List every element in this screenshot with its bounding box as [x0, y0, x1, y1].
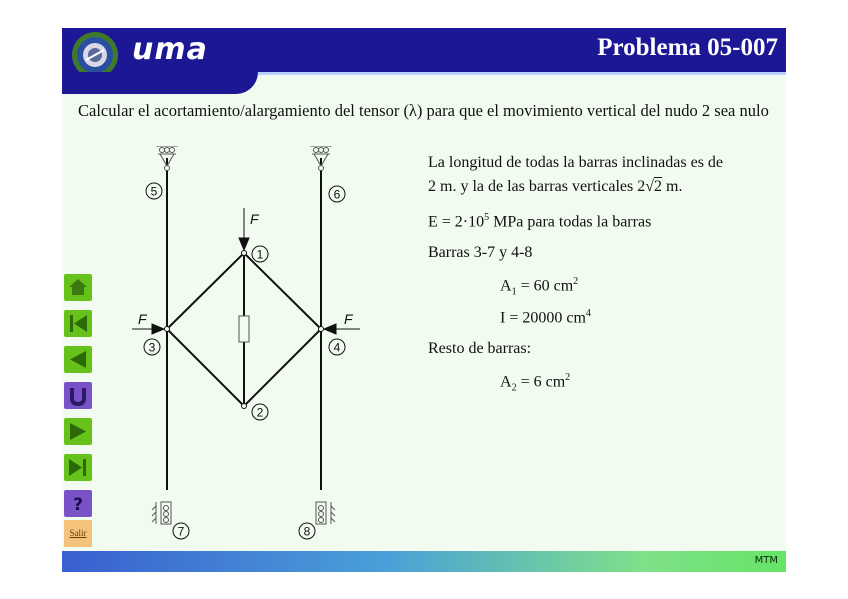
- last-page-icon: [64, 454, 92, 481]
- node-label-1: 1: [256, 247, 264, 262]
- force-arrow-top: [239, 208, 249, 250]
- a1-value: = 60 cm: [516, 277, 574, 295]
- a1-exponent: 2: [573, 276, 579, 287]
- bar-4-2: [244, 329, 321, 406]
- bar-label-6: 6: [333, 187, 341, 202]
- a2-subscript: 2: [511, 382, 517, 394]
- length-line-2-unit: m.: [662, 178, 683, 195]
- help-icon: [64, 490, 92, 517]
- a2-exponent: 2: [565, 372, 571, 383]
- header-underline: [258, 72, 786, 75]
- header-tab: [62, 72, 258, 94]
- e-exponent: 5: [484, 212, 490, 223]
- force-label-top: F: [250, 211, 259, 227]
- first-page-button[interactable]: [64, 310, 92, 337]
- back-return-icon: [64, 382, 92, 409]
- problem-statement: Calcular el acortamiento/alargamiento del tensor (λ) para que el movimiento vertical del nudo 2 sea nulo: [78, 101, 769, 120]
- svg-text:?: ?: [73, 495, 83, 515]
- force-label-right: F: [344, 311, 353, 327]
- return-button[interactable]: [64, 382, 92, 409]
- node-label-3: 3: [148, 340, 156, 355]
- sqrt-radicand: 2: [654, 178, 663, 195]
- node-label-4: 4: [333, 340, 341, 355]
- a2-symbol: A: [500, 373, 512, 391]
- brand-name: uma: [132, 32, 208, 67]
- bar-1-4: [244, 253, 321, 329]
- e-prefix: E = 2·10: [428, 213, 485, 231]
- area-a1: [500, 276, 578, 298]
- footer-label: MTM: [754, 555, 778, 566]
- i-value: I = 20000 cm: [500, 309, 586, 327]
- page-title: Problema 05-007: [597, 34, 778, 61]
- node-label-2: 2: [256, 405, 264, 420]
- home-icon: [64, 274, 92, 301]
- next-page-button[interactable]: [64, 418, 92, 445]
- truss-diagram: [132, 146, 432, 546]
- bar-label-5: 5: [150, 184, 158, 199]
- rest-bars-heading: Resto de barras:: [428, 340, 532, 357]
- e-suffix: MPa para todas la barras: [489, 213, 652, 231]
- a1-subscript: 1: [511, 286, 517, 298]
- bottom-support-right: [316, 502, 335, 524]
- previous-page-icon: [64, 346, 92, 373]
- exit-button[interactable]: Salir: [64, 520, 92, 547]
- a1-symbol: A: [500, 277, 512, 295]
- length-line-1: La longitud de todas la barras inclinadas es de: [428, 154, 724, 171]
- bars-3-7-4-8-heading: Barras 3-7 y 4-8: [428, 244, 533, 261]
- help-button[interactable]: [64, 490, 92, 517]
- footer-bar: [62, 551, 786, 572]
- last-page-button[interactable]: [64, 454, 92, 481]
- length-line-2-text: 2 m. y la de las barras verticales 2: [428, 178, 646, 195]
- force-arrow-left: [132, 324, 164, 334]
- previous-page-button[interactable]: [64, 346, 92, 373]
- length-line-2: [428, 178, 682, 196]
- area-a2: [500, 372, 570, 394]
- i-exponent: 4: [585, 308, 591, 319]
- elastic-modulus: [428, 212, 651, 231]
- inertia-i: [500, 308, 591, 327]
- home-button[interactable]: [64, 274, 92, 301]
- force-label-left: F: [138, 311, 147, 327]
- bar-2-3: [167, 329, 244, 406]
- bar-3-1: [167, 253, 244, 329]
- force-arrow-right: [324, 324, 360, 334]
- next-page-icon: [64, 418, 92, 445]
- header-bar: [62, 28, 786, 72]
- bar-label-7: 7: [177, 524, 185, 539]
- first-page-icon: [64, 310, 92, 337]
- slide: [62, 28, 786, 572]
- a2-value: = 6 cm: [516, 373, 566, 391]
- bar-label-8: 8: [303, 524, 311, 539]
- sqrt-symbol: √: [645, 178, 655, 195]
- bottom-support-left: [152, 502, 171, 524]
- tensor-element: [239, 316, 249, 342]
